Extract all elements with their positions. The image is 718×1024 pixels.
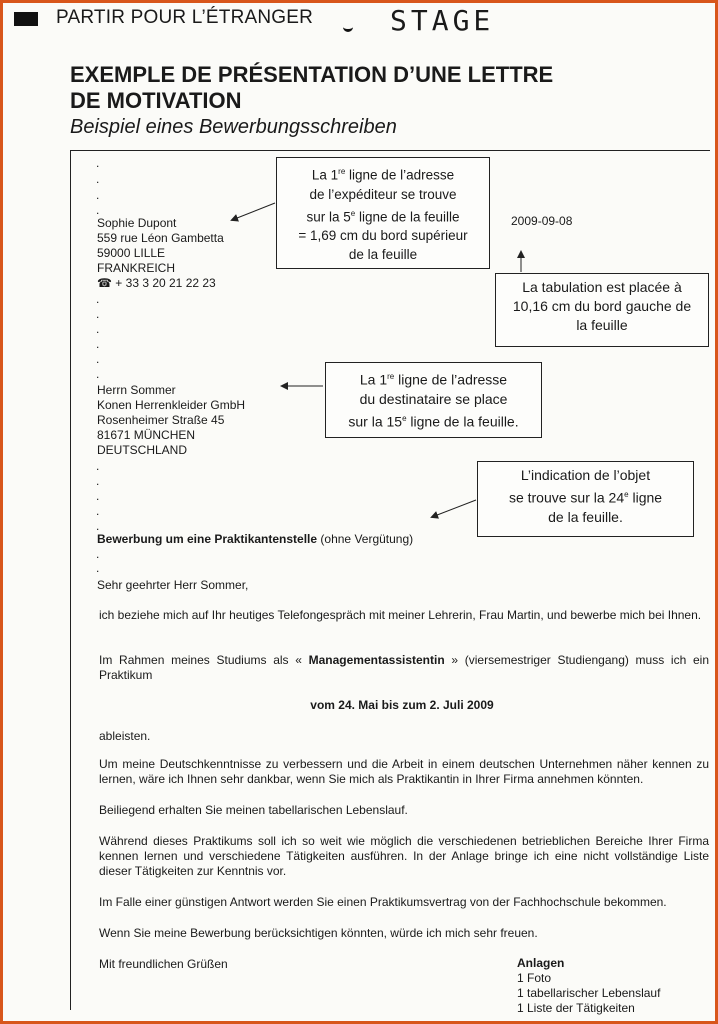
salutation: Sehr geehrter Herr Sommer, [97,578,249,592]
line-marker: . [96,156,100,170]
letter-subject [97,532,413,547]
note-line: de la feuille [348,247,418,262]
paragraph-5: Beiliegend erhalten Sie meinen tabellarischen Lebenslauf. [99,803,408,817]
attachment-item: 1 Foto [517,971,552,985]
sender-phone: + 33 3 20 21 22 23 [115,276,216,290]
arrow-object [432,500,476,517]
paragraph-6: Während dieses Praktikums soll ich so weit wie möglich die verschiedenen betrieblichen Bereiche Ihrer Firma kennen lernen und verschiedene Tätigkeiten ausführen. In der Anlage bringe ich eine nicht vollständige Liste dieser Tätigkeiten zur Kenntnis vor. [99,834,709,878]
attachment-item: 1 Liste der Tätigkeiten [517,1001,635,1015]
note-line: du destinataire se place [359,390,508,407]
note-sup: e [350,208,356,218]
line-marker: . [96,504,100,518]
recipient-country: DEUTSCHLAND [97,443,188,457]
line-marker: . [96,561,100,575]
line-marker: . [96,172,100,186]
note-line: 10,16 cm du bord gauche de [512,298,692,314]
attachment-item: 1 tabellarischer Lebenslauf [517,986,661,1000]
note-line: La tabulation est placée à [522,279,682,295]
letter-date: 2009-09-08 [511,214,573,228]
note-text: sur la 5 [306,209,351,224]
line-marker: . [96,352,100,366]
sender-street: 559 rue Léon Gambetta [97,231,224,245]
line-marker: . [96,203,100,217]
internship-period: vom 24. Mai bis zum 2. Juli 2009 [310,698,494,712]
note-text: ligne de l’adresse [345,167,455,183]
arrow-sender [232,203,275,220]
attachments-title: Anlagen [517,956,565,970]
subject-normal: (ohne Vergütung) [317,532,414,546]
line-marker: . [96,367,100,381]
note-text: sur la 15 [348,413,403,430]
note-text: se trouve sur la 24 [508,489,625,506]
attachments [517,956,660,1016]
p2-text: Im Rahmen meines Studiums als « [99,653,309,667]
recipient-street: Rosenheimer Straße 45 [97,413,225,427]
note-text: ligne [628,489,663,506]
line-marker: . [96,519,100,533]
recipient-city: 81671 MÜNCHEN [97,428,196,442]
p2-bold: Managementassistentin [308,653,445,667]
note-sup: re [338,167,346,176]
note-text: ligne de la feuille [355,209,460,224]
note-sup: re [387,372,395,381]
note-line: de l’expéditeur se trouve [309,186,457,202]
note-line: L’indication de l’objet [520,467,651,483]
paragraph-1: ich beziehe mich auf Ihr heutiges Telefongespräch mit meiner Lehrerin, Frau Martin, und bewerbe mich bei Ihnen. [99,608,702,622]
paragraph-7: Im Falle einer günstigen Antwort werden Sie einen Praktikumsvertrag von der Fachhochschule bekommen. [99,895,667,909]
subject-bold: Bewerbung um eine Praktikantenstelle [97,532,318,546]
note-line: la feuille [576,317,628,333]
title-line-2: DE MOTIVATION [70,88,242,113]
note-sup: e [402,413,407,423]
note-line: = 1,69 cm du bord supérieur [298,228,468,243]
telephone-icon: ☎ [97,276,112,290]
note-text: La 1 [359,371,388,388]
note-line: de la feuille. [548,508,623,525]
paragraph-8: Wenn Sie meine Bewerbung berücksichtigen könnten, würde ich mich sehr freuen. [99,926,538,940]
line-marker: . [96,474,100,488]
line-marker: . [96,188,100,202]
note-text: La 1 [311,167,339,183]
line-marker: . [96,337,100,351]
line-marker: . [96,322,100,336]
handwritten-stage: STAGE [390,4,495,37]
recipient-company: Konen Herrenkleider GmbH [97,398,246,412]
p2-text: » (viersemestriger Studiengang) muss ich ein Praktikum [99,653,709,682]
paragraph-3: ableisten. [99,729,151,743]
sender-name: Sophie Dupont [97,216,177,230]
line-marker: . [96,307,100,321]
line-marker: . [96,547,100,561]
sender-country: FRANKREICH [97,261,176,275]
note-text: ligne de l’adresse [394,371,508,388]
line-marker: . [96,459,100,473]
note-sup: e [624,490,629,499]
line-marker: . [96,489,100,503]
title-line-1: EXEMPLE DE PRÉSENTATION D’UNE LETTRE [70,62,554,87]
paragraph-4: Um meine Deutschkenntnisse zu verbessern und die Arbeit in einem deutschen Unternehmen näher kennen zu lernen, wäre ich Ihnen sehr dankbar, wenn Sie mich als Praktikantin in Ihrer Firma annehmen könnten. [99,757,709,786]
header-title: PARTIR POUR L’ÉTRANGER [56,7,314,28]
recipient-name: Herrn Sommer [97,383,176,397]
closing: Mit freundlichen Grüßen [99,957,228,971]
note-text: ligne de la feuille. [406,413,519,430]
line-marker: . [96,292,100,306]
sender-city: 59000 LILLE [97,246,166,260]
page-subtitle: Beispiel eines Bewerbungsschreiben [70,116,397,138]
paragraph-2 [99,653,709,683]
